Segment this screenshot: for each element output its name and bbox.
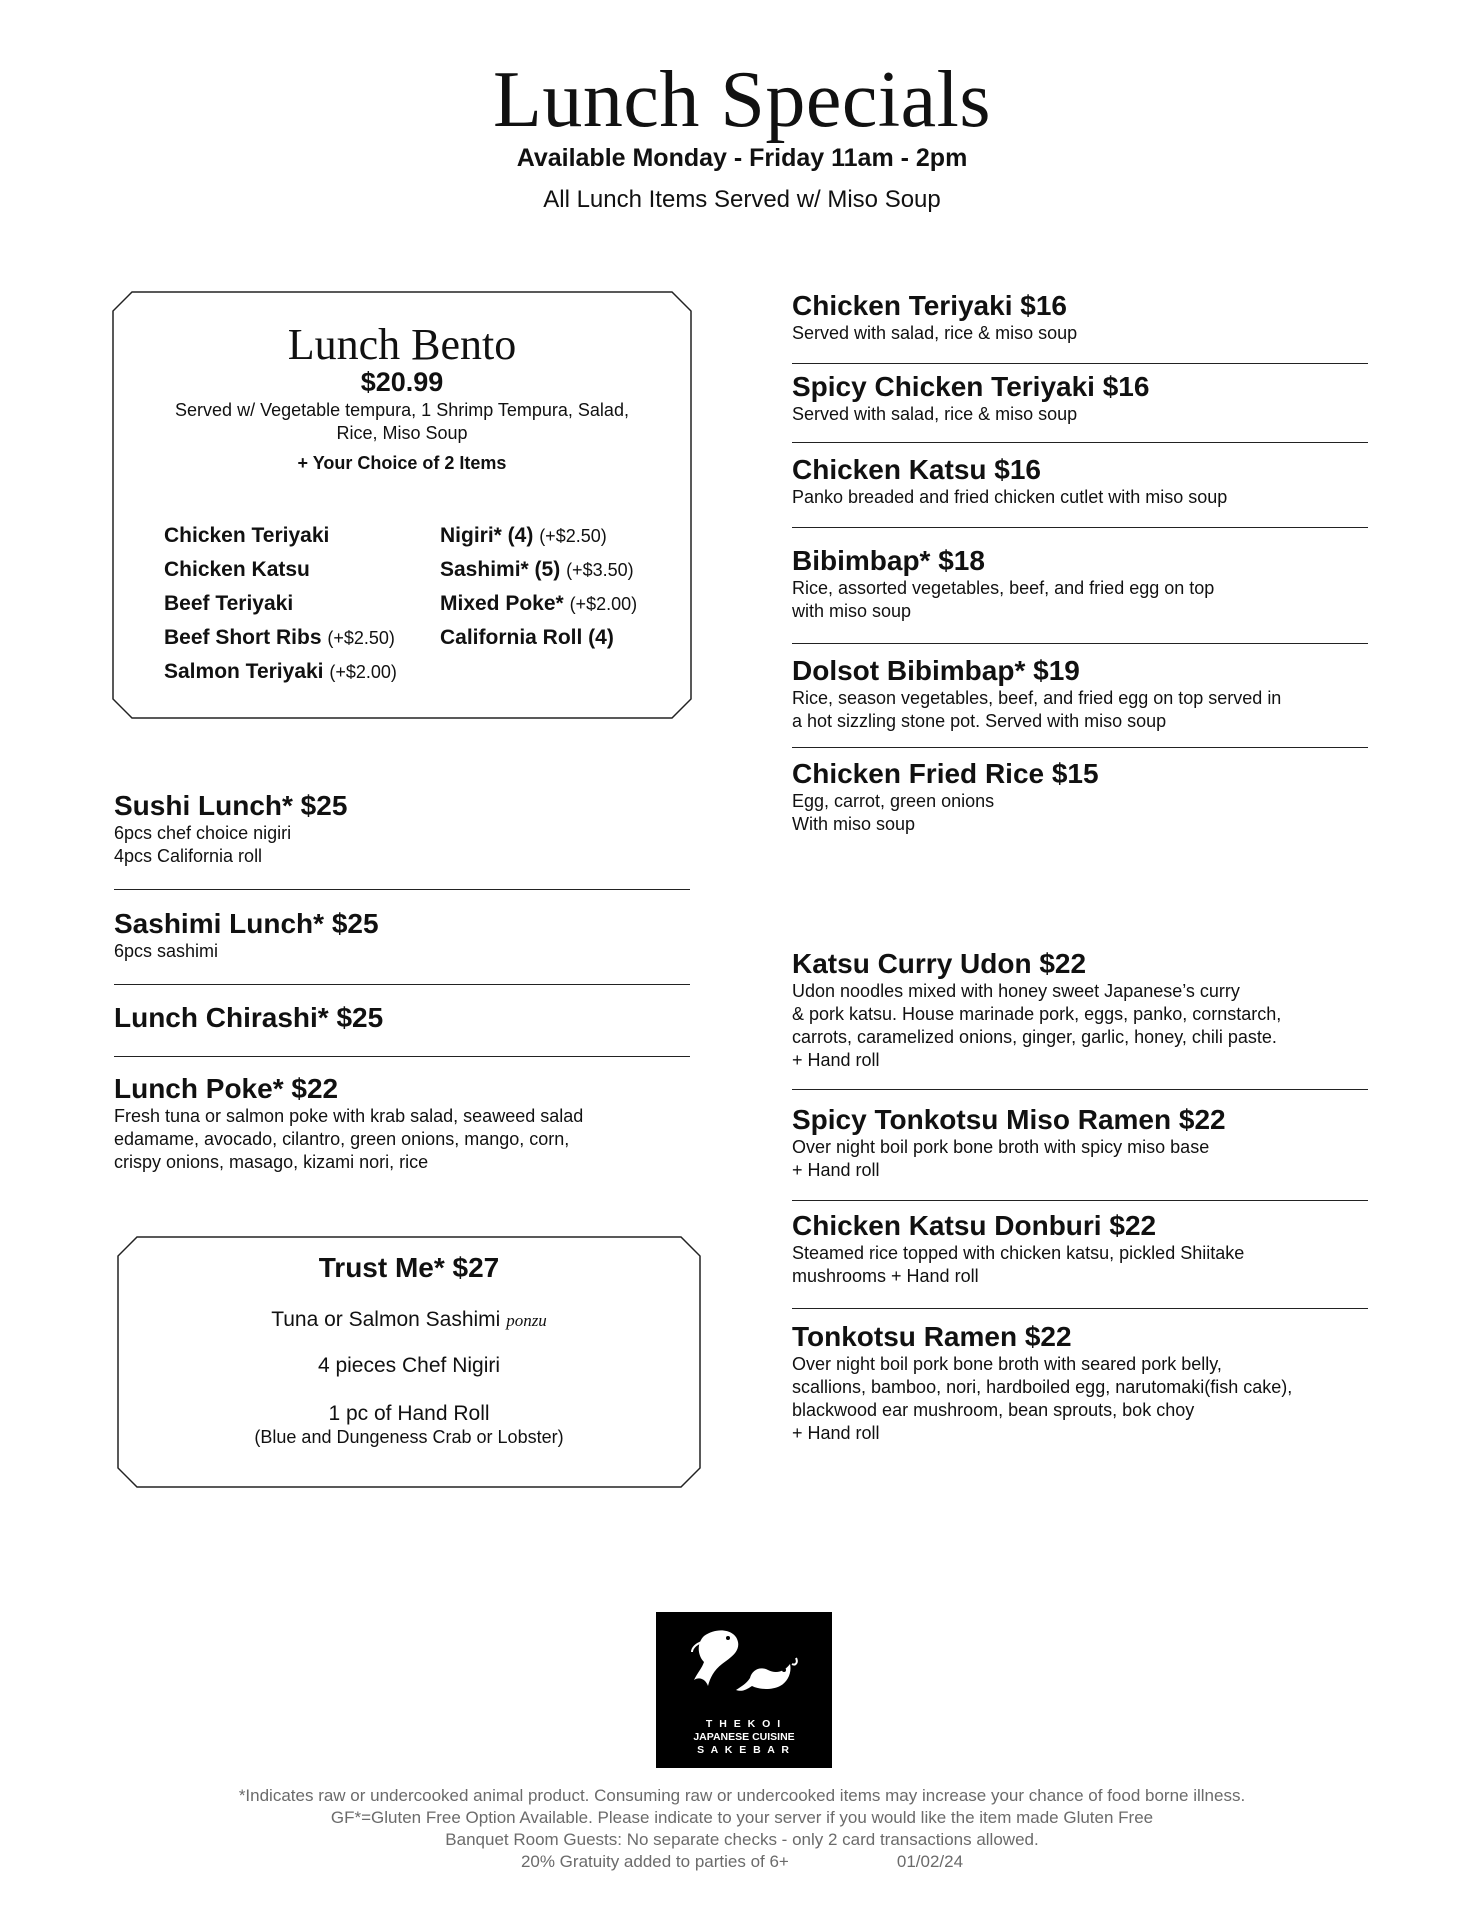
menu-item-dolsot-bibimbap: Dolsot Bibimbap* $19 Rice, season vegetables, beef, and fried egg on top served in a hot sizzling stone pot. Served with miso soup (792, 655, 1282, 731)
logo-line: T H E K O I (705, 1718, 783, 1730)
menu-item-katsu-curry-udon: Katsu Curry Udon $22 Udon noodles mixed with honey sweet Japanese’s curry & pork katsu. House marinade pork, eggs, panko, cornstarch, carrots, caramelized onions, ginger, garlic, honey, chili paste. + Hand roll (792, 948, 1282, 1070)
menu-item-chicken-teriyaki: Chicken Teriyaki $16 Served with salad, rice & miso soup (792, 290, 1078, 343)
divider (114, 889, 690, 890)
divider (792, 527, 1368, 528)
trust-me-line: 4 pieces Chef Nigiri (317, 1354, 501, 1377)
bento-choices-left (164, 519, 397, 689)
menu-date: 01/02/24 (896, 1852, 964, 1871)
footer-notes (0, 1785, 1484, 1873)
menu-item-sashimi-lunch: Sashimi Lunch* $25 6pcs sashimi (114, 908, 379, 961)
trust-me-line: 1 pc of Hand Roll (328, 1402, 490, 1425)
divider (792, 363, 1368, 364)
divider (792, 747, 1368, 748)
trust-me-note: (Blue and Dungeness Crab or Lobster) (254, 1427, 564, 1447)
bento-choice: California Roll (4) (440, 626, 614, 649)
page-title: Lunch Specials (493, 56, 991, 144)
menu-item-chicken-katsu: Chicken Katsu $16 Panko breaded and fried chicken cutlet with miso soup (792, 454, 1228, 507)
divider (792, 643, 1368, 644)
footer-line: Banquet Room Guests: No separate checks - only 2 card transactions allowed. (445, 1830, 1039, 1849)
bento-choice-note: + Your Choice of 2 Items (297, 453, 507, 473)
lunch-bento-box (112, 291, 692, 719)
menu-item-chicken-katsu-donburi: Chicken Katsu Donburi $22 Steamed rice topped with chicken katsu, pickled Shiitake mushrooms + Hand roll (792, 1210, 1245, 1286)
trust-me-title: Trust Me* $27 (318, 1252, 500, 1283)
bento-choices-right (440, 519, 637, 655)
trust-me-box (117, 1236, 701, 1488)
menu-item-tonkotsu-ramen: Tonkotsu Ramen $22 Over night boil pork bone broth with seared pork belly, scallions, bamboo, nori, hardboiled egg, narutomaki(fish cake), blackwood ear mushroom, bean sprouts, bok choy + Hand roll (792, 1321, 1293, 1443)
menu-item-spicy-tonkotsu-miso-ramen: Spicy Tonkotsu Miso Ramen $22 Over night boil pork bone broth with spicy miso base + Hand roll (792, 1104, 1226, 1180)
bento-choice: Chicken Teriyaki (164, 524, 330, 547)
bento-price: $20.99 (360, 367, 444, 397)
divider (792, 1089, 1368, 1090)
bento-description: Served w/ Vegetable tempura, 1 Shrimp Tempura, Salad, Rice, Miso Soup (175, 400, 629, 443)
divider (792, 442, 1368, 443)
menu-item-sushi-lunch: Sushi Lunch* $25 6pcs chef choice nigiri 4pcs California roll (114, 790, 348, 866)
miso-note: All Lunch Items Served w/ Miso Soup (543, 186, 941, 213)
bento-title: Lunch Bento (287, 320, 517, 369)
bento-choice: Mixed Poke* (+$2.00) (440, 592, 638, 615)
divider (792, 1308, 1368, 1309)
divider (114, 1056, 690, 1057)
menu-item-lunch-chirashi: Lunch Chirashi* $25 (114, 1002, 384, 1033)
menu-item-bibimbap: Bibimbap* $18 Rice, assorted vegetables, beef, and fried egg on top with miso soup (792, 545, 1215, 621)
menu-item-spicy-chicken-teriyaki: Spicy Chicken Teriyaki $16 Served with salad, rice & miso soup (792, 371, 1150, 424)
bento-choice: Sashimi* (5) (+$3.50) (440, 558, 634, 581)
bento-choice: Nigiri* (4) (+$2.50) (440, 524, 607, 547)
availability-hours: Available Monday - Friday 11am - 2pm (516, 144, 968, 172)
koi-fish-icon (656, 1612, 832, 1712)
divider (792, 1200, 1368, 1201)
footer-line: 20% Gratuity added to parties of 6+ 01/02/24 (520, 1852, 964, 1871)
bento-choice: Salmon Teriyaki (+$2.00) (164, 660, 397, 683)
trust-me-line: Tuna or Salmon Sashimi ponzu (271, 1308, 547, 1331)
menu-item-lunch-poke: Lunch Poke* $22 Fresh tuna or salmon poke with krab salad, seaweed salad edamame, avocado, cilantro, green onions, mango, corn, crispy onions, masago, kizami nori, rice (114, 1073, 584, 1172)
koi-logo (656, 1612, 832, 1768)
bento-choice: Beef Teriyaki (164, 592, 294, 615)
logo-line: S A K E B A R (697, 1744, 791, 1756)
logo-line: JAPANESE CUISINE (693, 1731, 795, 1743)
footer-line: *Indicates raw or undercooked animal product. Consuming raw or undercooked items may increase your chance of food borne illness. (238, 1786, 1246, 1805)
divider (114, 984, 690, 985)
bento-choice: Beef Short Ribs (+$2.50) (164, 626, 395, 649)
footer-line: GF*=Gluten Free Option Available. Please indicate to your server if you would like the item made Gluten Free (330, 1808, 1154, 1827)
menu-item-chicken-fried-rice: Chicken Fried Rice $15 Egg, carrot, green onions With miso soup (792, 758, 1099, 834)
bento-choice: Chicken Katsu (164, 558, 310, 581)
